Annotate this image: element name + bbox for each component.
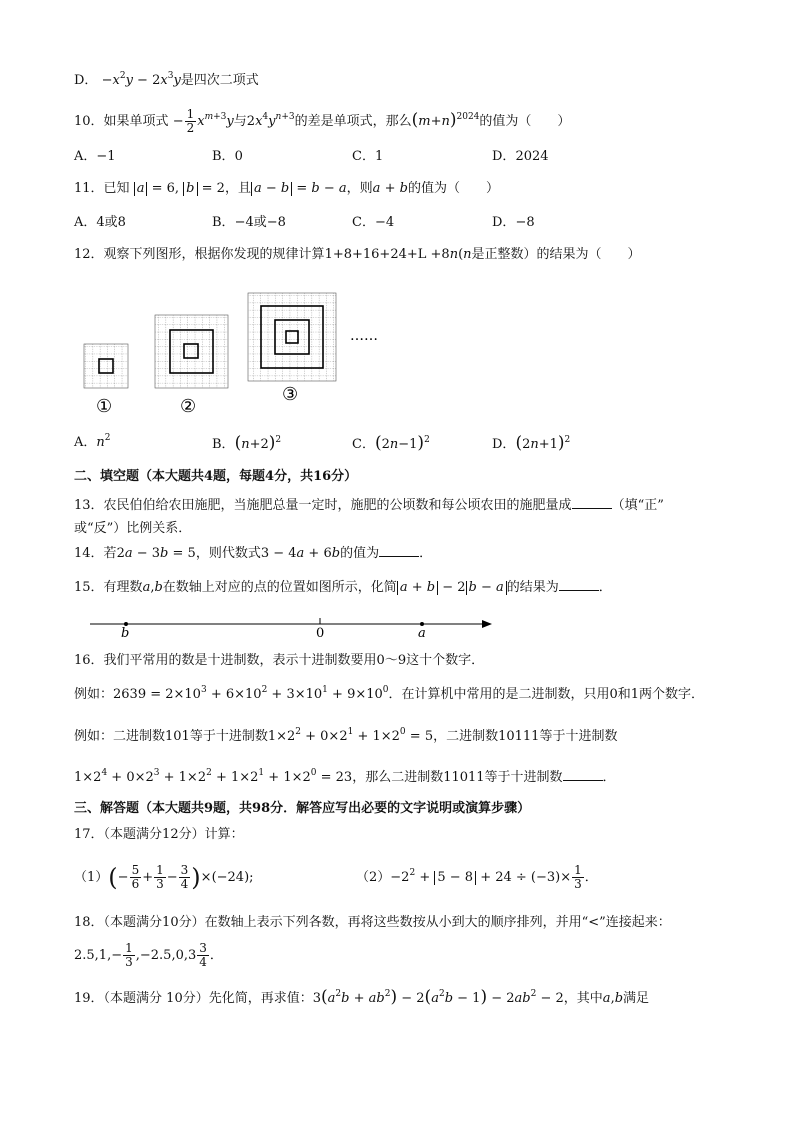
question-13: 13．农民伯伯给农田施肥，当施肥总量一定时，施肥的公顷数和每公顷农田的施肥量成 （填“正”	[74, 498, 664, 513]
q11-option-b[interactable]: B．−4或−8	[212, 215, 286, 230]
question-14: 14．若2a − 3b = 5，则代数式3 − 4a + 6b的值为 ．	[74, 546, 433, 561]
answer-blank[interactable]	[559, 578, 599, 591]
q19-expression: $3(a^2b + ab^2) - 2(a^2b - 1) - 2ab^2 - 2$	[312, 987, 564, 1007]
q9-expression: $-x^2y - 2x^3y$	[101, 71, 181, 88]
question-11: 11．已知 a = 6, b = 2，且 a − b = b − a，则a + b的值为（ ）	[74, 181, 499, 196]
q12-option-a[interactable]: A．$n^2$	[74, 433, 111, 450]
answer-blank[interactable]	[379, 544, 419, 557]
q10-monomial-2: $2x^4y^{n+3}$	[246, 112, 295, 129]
label-a: a	[418, 626, 426, 640]
q19-variables: a,b	[602, 991, 624, 1006]
question-19: 19．（本题满分 10分）先化简，再求值：$3(a^2b + ab^2) - 2(a^2b - 1) - 2ab^2 - 2$，其中a,b满足	[74, 987, 650, 1007]
q15-expression: a + b − 2 b − a	[397, 580, 507, 595]
question-13-line2: 或“反”）比例关系．	[74, 521, 192, 536]
label-b: b	[121, 626, 130, 640]
q11-condition-2: a − b = b − a	[251, 181, 347, 196]
figure-label-3: ③	[282, 384, 299, 405]
q17-part-2: $(2)-2^2 + 5 - 8 + 24 \div (-3)\times$ $\frac{1}{3}$ ．	[356, 863, 598, 891]
question-12: 12．观察下列图形，根据你发现的规律计算1+8+16+24+L +8n(n是正整数）的结果为（ ）	[74, 247, 641, 262]
q15-number-line	[88, 612, 498, 640]
q11-option-c[interactable]: C．−4	[352, 215, 395, 230]
question-16: 16．我们平常用的数是十进制数，表示十进制数要用0～9这十个数字．	[74, 653, 485, 668]
q11-option-d[interactable]: D．−8	[492, 215, 535, 230]
q10-power: $(m+n)^{2024}$	[411, 110, 480, 130]
q11-target: a + b	[372, 181, 408, 196]
figure-label-2: ②	[180, 396, 197, 417]
q16-expansion: $2\times 10^3 + 6\times 10^2 + 3\times 10^1 + 9\times 10^0$	[161, 685, 389, 702]
q10-option-a[interactable]: A．−1	[74, 149, 116, 164]
figure-2	[155, 315, 228, 388]
figure-ellipsis: ……	[350, 328, 378, 344]
q10-option-d[interactable]: D．2024	[492, 149, 549, 164]
answer-blank[interactable]	[563, 768, 603, 781]
figure-label-1: ①	[96, 396, 113, 417]
q12-option-d[interactable]: D．$(2n+1)^2$	[492, 433, 571, 453]
question-16-line2: 例如：$2639 = 2\times 10^3 + 6\times 10^2 + 3\times 10^1 + 9\times 10^0$．在计算机中常用的是二进制数，只用0和1两个数字．	[74, 685, 705, 702]
q10-monomial-1: − $\frac{1}{2}$ $x^{m+3}y$	[172, 107, 234, 135]
q9-option-d: D． $-x^2y - 2x^3y$是四次二项式	[74, 71, 259, 88]
q12-figures	[78, 288, 398, 418]
q11-condition-1: a = 6, b = 2	[134, 181, 225, 196]
label-origin: 0	[316, 626, 325, 640]
section-3-title: 三、解答题（本大题共9题，共98分．解答应写出必要的文字说明或演算步骤）	[74, 801, 531, 816]
section-2-title: 二、填空题（本大题共4题，每题4分，共16分）	[74, 469, 358, 484]
q17-part-1: （1）(− $\frac{5}{6}$ + $\frac{1}{3}$ − $\frac{3}{4}$ )×(−24);	[74, 863, 254, 892]
q10-option-c[interactable]: C．1	[352, 149, 384, 164]
question-16-line4: $1\times 2^4 + 0\times 2^3 + 1\times 2^2 + 1\times 2^1 + 1\times 2^0 = 23$，那么二进制数11011等于十进制数 ．	[74, 768, 616, 785]
q16-binary-10111: $1\times 2^4 + 0\times 2^3 + 1\times 2^2 + 1\times 2^1 + 1\times 2^0 = 23$	[74, 768, 353, 785]
q14-equation: 2a − 3b = 5	[116, 546, 196, 561]
question-16-line3: 例如：二进制数101等于十进制数$1\times 2^2 + 0\times 2^1 + 1\times 2^0 = 5$，二进制数10111等于十进制数	[74, 727, 618, 744]
q10-option-b[interactable]: B．0	[212, 149, 243, 164]
q12-option-b[interactable]: B．$(n+2)^2$	[212, 433, 282, 453]
q18-numbers: 2.5,1,− $\frac{1}{3}$ ,−2.5,0,3 $\frac{3}{4}$ ．	[74, 941, 223, 969]
answer-blank[interactable]	[572, 496, 612, 509]
q14-expression: 3 − 4a + 6b	[260, 546, 341, 561]
question-17: 17．（本题满分12分）计算：	[74, 827, 244, 842]
question-10: 10．如果单项式 − $\frac{1}{2}$ $x^{m+3}y$与$2x^4y^{n+3}$的差是单项式，那么$(m+n)^{2024}$的值为（ ）	[74, 107, 571, 135]
figure-3	[248, 293, 336, 381]
question-18: 18．（本题满分10分）在数轴上表示下列各数，再将这些数按从小到大的顺序排列，并用“<”连接起来：	[74, 915, 671, 930]
q11-option-a[interactable]: A．4或8	[74, 215, 126, 230]
q15-variables: a,b	[142, 580, 163, 595]
q16-binary-101: $1\times 2^2 + 0\times 2^1 + 1\times 2^0 = 5$	[267, 727, 434, 744]
axis-arrow	[482, 620, 492, 628]
q12-option-c[interactable]: C．$(2n-1)^2$	[352, 433, 430, 453]
figure-1	[84, 344, 128, 388]
question-15: 15．有理数a,b在数轴上对应的点的位置如图所示，化简 a + b − 2 b − a 的结果为 ．	[74, 580, 612, 595]
